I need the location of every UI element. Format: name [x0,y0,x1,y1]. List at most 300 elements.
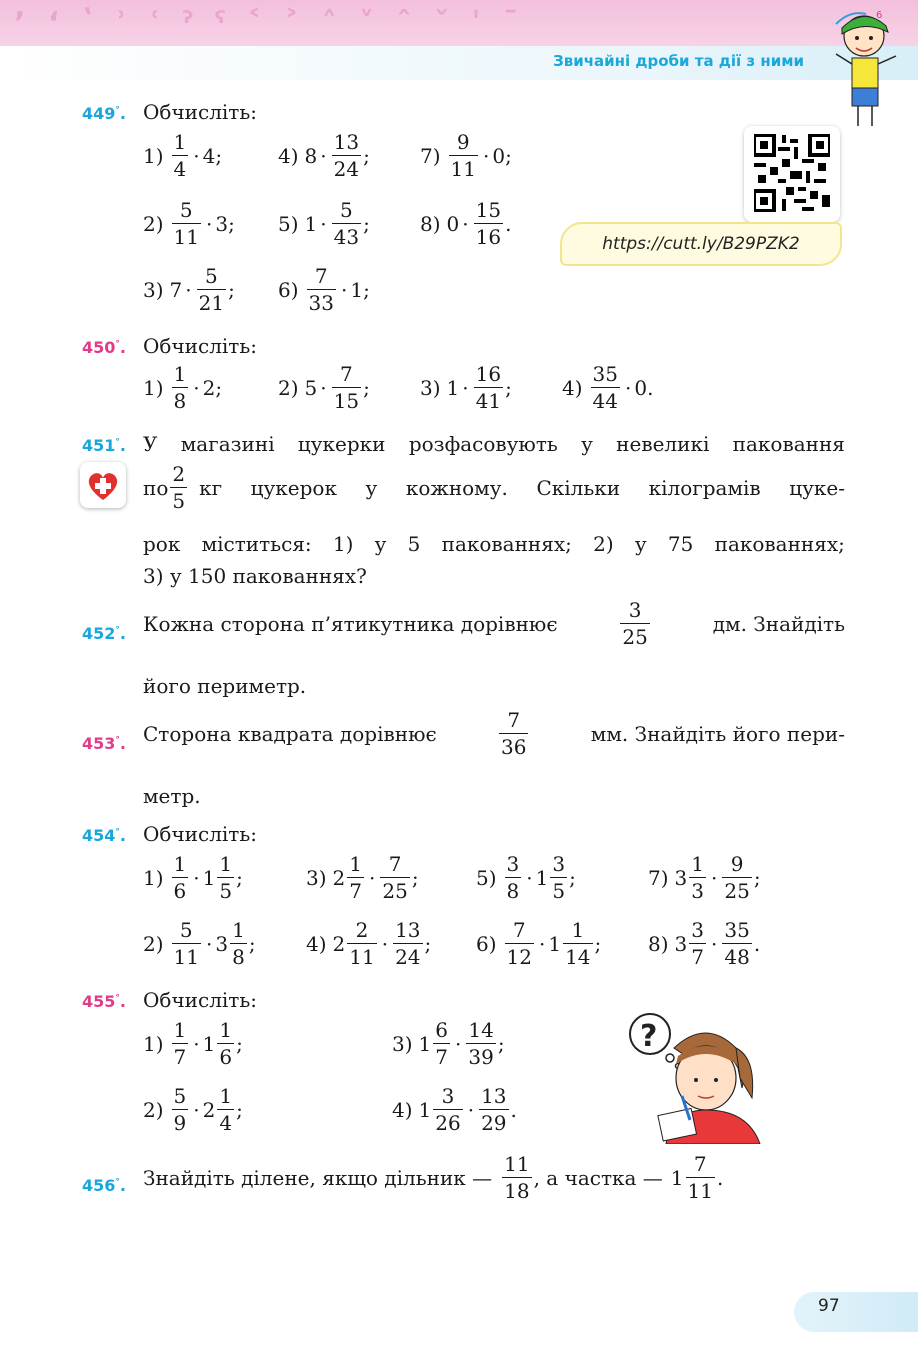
numerator: 7 [314,264,328,288]
numerator: 3 [441,1084,455,1108]
numerator: 14 [468,1018,494,1042]
exercise-end: ; [569,865,576,890]
exercise-label: 2) [143,211,164,236]
word: У [143,432,158,456]
fraction [172,132,189,179]
problem-452-text-line2: його периметр. [143,674,307,698]
problem-number-454: 454°. [82,826,126,845]
word: магазині [180,432,275,456]
problem-453-text-b: мм. Знайдіть його пери- [590,721,845,746]
exercise-label: 8) [648,931,669,956]
multiply-sign: · [455,1031,462,1056]
mixed-whole: 2 [332,931,346,956]
multiply-sign: · [467,1097,475,1122]
exercise-end: . [505,211,512,236]
mixed-whole: 1 [202,865,216,890]
numerator: 5 [179,918,193,942]
numerator: 15 [475,198,502,222]
denominator: 11 [450,157,476,181]
fraction [197,266,226,313]
denominator: 43 [333,225,360,249]
fraction [689,920,706,967]
multiply-sign: · [462,375,469,400]
fraction [393,920,422,967]
exercise-end: ; [753,865,761,890]
fraction [722,920,751,967]
word: пакованнях; [441,532,572,556]
fraction [563,920,592,967]
numerator: 1 [219,1018,233,1042]
denominator: 3 [691,879,704,903]
exercise-end: ; [497,1031,505,1056]
numerator: 9 [730,852,744,876]
mixed-whole: 1 [670,1165,684,1190]
numerator: 13 [333,130,360,154]
exercise-end: ; [228,211,235,236]
numerator: 3 [552,852,566,876]
multiply-sign: · [193,865,200,890]
exercise-label: 3) [420,375,441,400]
chapter-title: Звичайні дроби та дії з ними [553,52,804,70]
exercise-label: 8) [420,211,441,236]
problem-number-453: 453°. [82,734,126,753]
word: 1) [332,532,354,556]
denominator: 16 [475,225,502,249]
exercise-item [143,200,235,247]
multiply-sign: · [538,931,546,956]
exercise-label: 7) [648,865,669,890]
exercise-end: ; [363,211,370,236]
fraction [347,920,376,967]
exercise-item [278,132,370,179]
numerator: 35 [724,918,750,942]
denominator: 7 [349,879,362,903]
problem-451-text-line1 [143,432,845,456]
exercise-label: 2) [143,931,164,956]
multiply-sign: · [193,1031,200,1056]
multiply-sign: · [624,375,632,400]
multiply-sign: · [320,143,327,168]
fraction [466,1020,495,1067]
exercise-item [648,920,760,967]
fraction [172,1020,189,1067]
fraction [550,854,567,901]
numerator: 7 [339,362,353,386]
exercise-label: 1) [143,865,164,890]
exercise-item [278,364,370,411]
exercise-item [143,854,243,901]
word: у [581,432,593,456]
factor: 1 [446,375,460,400]
denominator: 25 [724,879,750,903]
banner-decoration: ʼ ʻ ʽ ʾ ʿ ˀ ˁ ˂ ˃ ˄ ˅ ˆ ˇ ˈ ˉ [14,6,525,41]
exercise-label: 1) [143,375,164,400]
exercise-label: 3) [143,277,164,302]
denominator: 8 [506,879,520,903]
exercise-label: 5) [476,865,497,890]
exercise-item [306,854,419,901]
factor: 0 [634,375,648,400]
multiply-sign: · [320,375,327,400]
denominator: 41 [475,389,502,413]
problem-452-text-a: Кожна сторона п’ятикутника дорівнює [143,611,558,636]
exercise-label: 1) [143,143,164,168]
mixed-whole: 3 [674,865,688,890]
fraction: $\frac{7}{11}$ [687,1152,713,1203]
exercise-end: . [647,375,654,400]
fraction [172,854,189,901]
numerator: 5 [339,198,353,222]
exercise-item [143,1086,243,1133]
exercise-item [143,266,235,313]
word: Скільки [536,475,621,500]
word: цукерки [297,432,386,456]
fraction [689,854,706,901]
fraction [380,854,409,901]
problem-453-text-a: Сторона квадрата дорівнює [143,721,437,746]
problem-454-instruction: Обчисліть: [143,822,257,846]
denominator: 8 [173,389,187,413]
factor: 2 [202,375,216,400]
exercise-label: 4) [392,1097,413,1122]
exercise-item [143,920,256,967]
numerator: 1 [219,852,233,876]
exercise-item [476,920,601,967]
fraction [474,364,503,411]
denominator: 9 [173,1111,187,1135]
denominator: 4 [219,1111,233,1135]
factor: 5 [304,375,318,400]
multiply-sign: · [185,277,192,302]
multiply-sign: · [369,865,376,890]
word: кожному. [405,475,508,500]
problem-453-text-line1 [143,710,845,757]
denominator: 8 [232,945,245,969]
denominator: 33 [308,291,334,315]
multiply-sign: · [205,931,213,956]
denominator: 24 [395,945,421,969]
mixed-whole: 1 [418,1097,432,1122]
qr-code[interactable] [744,126,840,222]
problem-456-text-a: Знайдіть ділене, якщо дільник — [143,1165,493,1190]
factor: 1 [304,211,318,236]
multiply-sign: · [193,1097,200,1122]
fraction [172,920,201,967]
denominator: 7 [691,945,704,969]
corner-number: 6 [876,10,883,21]
numerator: 1 [349,852,362,876]
exercise-item [143,1020,243,1067]
mixed-whole: 1 [418,1031,432,1056]
word: розфасовують [408,432,558,456]
exercise-end: ; [236,865,243,890]
numerator: 3 [691,918,704,942]
problem-number-456: 456°. [82,1176,126,1195]
numerator: 2 [355,918,369,942]
exercise-label: 3) [306,865,327,890]
multiply-sign: · [711,865,718,890]
denominator: 14 [565,945,591,969]
problem-number-455: 455°. [82,992,126,1011]
fraction [217,1020,234,1067]
exercise-label: 2) [143,1097,164,1122]
factor: 1 [350,277,364,302]
multiply-sign: · [193,143,200,168]
word: паковання [732,432,845,456]
fraction [230,920,247,967]
denominator: 11 [173,945,199,969]
word: міститься: [201,532,312,556]
word: у [365,475,378,500]
fraction [217,854,234,901]
exercise-item [420,364,512,411]
qr-link[interactable]: https://cutt.ly/B29PZK2 [560,222,842,266]
exercise-end: ; [215,143,223,168]
numerator: 16 [475,362,502,386]
denominator: 12 [506,945,532,969]
exercise-end: ; [424,931,432,956]
mixed-whole: 1 [548,931,562,956]
exercise-end: ; [363,143,370,168]
exercise-end: ; [363,277,370,302]
factor: 3 [215,211,229,236]
fraction [505,920,534,967]
thinking-girl-illustration [626,1008,766,1144]
denominator: 7 [435,1045,448,1069]
fraction [307,266,336,313]
numerator: 1 [232,918,245,942]
exercise-end: ; [236,1097,243,1122]
mixed-whole: 3 [674,931,688,956]
denominator: 5 [552,879,566,903]
exercise-label: 3) [392,1031,413,1056]
exercise-item [392,1086,517,1133]
problem-number-450: 450°. [82,338,126,357]
word: 5 [407,532,421,556]
multiply-sign: · [193,375,200,400]
denominator: 21 [198,291,225,315]
denominator: 24 [333,157,360,181]
numerator: 1 [219,1084,233,1108]
denominator: 29 [481,1111,507,1135]
health-heart-icon [80,462,126,508]
exercise-label: 7) [420,143,441,168]
fraction [172,364,189,411]
multiply-sign: · [711,931,718,956]
factor: 7 [169,277,183,302]
exercise-end: ; [236,1031,243,1056]
fraction [449,132,478,179]
problem-number-449: 449°. [82,104,126,123]
numerator: 6 [435,1018,448,1042]
exercise-label: 4) [562,375,583,400]
exercise-end: ; [363,375,370,400]
fraction [433,1020,450,1067]
word: у [634,532,647,556]
factor: 0 [492,143,506,168]
numerator: 9 [456,130,470,154]
exercise-item [392,1020,505,1067]
problem-451-text-line2 [143,464,845,511]
fraction [332,364,361,411]
exercise-end: ; [215,375,223,400]
problem-451-text-line3 [143,532,845,556]
exercise-label: 1) [143,1031,164,1056]
factor: 4 [202,143,216,168]
numerator: 13 [481,1084,507,1108]
denominator: 26 [435,1111,461,1135]
boy-mascot-illustration [826,2,906,132]
fraction [433,1086,462,1133]
problem-449-instruction: Обчисліть: [143,100,257,124]
denominator: 44 [592,389,618,413]
fraction [172,1086,189,1133]
numerator: 1 [691,852,704,876]
numerator: 1 [173,852,187,876]
fraction [217,1086,234,1133]
word: цукерок [250,475,337,500]
problem-451-text-by: по [143,475,169,500]
mixed-whole: 3 [215,931,229,956]
factor: 0 [446,211,460,236]
numerator: 7 [388,852,402,876]
svg-text:?: ? [640,1019,658,1054]
word: рок [143,532,181,556]
numerator: 1 [173,362,187,386]
word: 2) [593,532,614,556]
denominator: 11 [173,225,199,249]
numerator: 1 [173,130,187,154]
word: цуке- [789,475,845,500]
numerator: 3 [506,852,520,876]
problem-450-instruction: Обчисліть: [143,334,257,358]
denominator: 4 [173,157,187,181]
mixed-whole: 1 [535,865,549,890]
fraction [332,132,361,179]
fraction: $\frac{7}{36}$ [501,708,527,759]
numerator: 1 [571,918,585,942]
exercise-item [278,266,370,313]
exercise-end: ; [248,931,256,956]
exercise-end: ; [594,931,602,956]
word: пакованнях; [714,532,845,556]
numerator: 13 [395,918,421,942]
page-number-tab [794,1292,918,1332]
multiply-sign: · [340,277,348,302]
problem-number-451: 451°. [82,436,126,455]
fraction [172,200,201,247]
word: 75 [667,532,694,556]
problem-451-text-line4: 3) у 150 пакованнях? [143,564,367,588]
fraction: $\frac{3}{25}$ [622,598,648,649]
fraction [332,200,361,247]
numerator: 5 [173,1084,187,1108]
fraction: $\frac{2}{5}$ [172,462,186,513]
exercise-item [306,920,431,967]
problem-456-text [143,1154,723,1201]
problem-456-end: . [716,1165,724,1190]
qr-code-icon [754,134,830,212]
problem-455-instruction: Обчисліть: [143,988,257,1012]
exercise-item [420,200,511,247]
denominator: 48 [724,945,750,969]
problem-453-text-line2: метр. [143,784,201,808]
multiply-sign: · [482,143,490,168]
exercise-item [648,854,761,901]
exercise-item [476,854,576,901]
exercise-item [143,364,222,411]
exercise-label: 6) [278,277,299,302]
word: у [374,532,387,556]
problem-452-text-b: дм. Знайдіть [712,611,845,636]
denominator: 15 [333,389,360,413]
exercise-end: ; [228,277,235,302]
denominator: 7 [173,1045,187,1069]
top-banner [0,0,918,46]
denominator: 6 [173,879,187,903]
exercise-item [143,132,222,179]
mixed-whole: 2 [332,865,346,890]
numerator: 1 [173,1018,187,1042]
fraction [474,200,503,247]
numerator: 5 [179,198,193,222]
exercise-end: ; [505,375,512,400]
problem-452-text-line1 [143,600,845,647]
exercise-label: 2) [278,375,299,400]
denominator: 25 [382,879,408,903]
denominator: 6 [219,1045,233,1069]
multiply-sign: · [320,211,327,236]
problem-451-text-rest [199,476,845,500]
fraction: $\frac{11}{18}$ [504,1152,530,1203]
mixed-whole: 1 [202,1031,216,1056]
denominator: 11 [349,945,375,969]
fraction [591,364,620,411]
exercise-end: ; [411,865,419,890]
fraction [479,1086,508,1133]
numerator: 7 [512,918,526,942]
factor: 8 [304,143,318,168]
numerator: 35 [592,362,618,386]
denominator: 5 [219,879,233,903]
word: невеликі [616,432,710,456]
multiply-sign: · [462,211,469,236]
denominator: 39 [468,1045,494,1069]
exercise-label: 5) [278,211,299,236]
exercise-item [562,364,653,411]
page-number: 97 [818,1296,840,1316]
exercise-end: ; [505,143,512,168]
multiply-sign: · [526,865,533,890]
exercise-end: . [510,1097,517,1122]
exercise-label: 6) [476,931,497,956]
fraction [347,854,364,901]
exercise-item [278,200,370,247]
word: кілограмів [648,475,761,500]
problem-456-text-b: , а частка — [533,1165,663,1190]
numerator: 5 [204,264,218,288]
fraction [722,854,751,901]
word: кг [199,475,223,500]
exercise-label: 4) [306,931,327,956]
problem-number-452: 452°. [82,624,126,643]
mixed-whole: 2 [202,1097,216,1122]
exercise-label: 4) [278,143,299,168]
exercise-item [420,132,512,179]
multiply-sign: · [381,931,389,956]
multiply-sign: · [205,211,213,236]
exercise-end: . [753,931,761,956]
